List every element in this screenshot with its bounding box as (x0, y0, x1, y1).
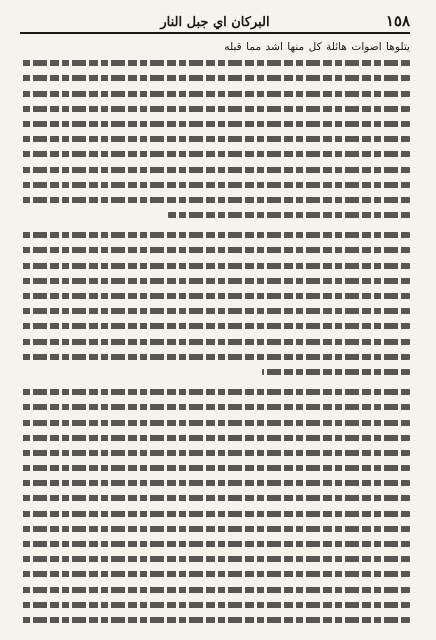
text-line (20, 551, 410, 566)
text-line (20, 146, 410, 161)
text-line (20, 288, 410, 303)
text-line (20, 70, 410, 85)
text-line (20, 460, 410, 475)
text-line (20, 399, 410, 414)
text-line (20, 242, 410, 257)
text-line (20, 536, 410, 551)
text-line (20, 521, 410, 536)
text-line (20, 566, 410, 581)
text-line (20, 597, 410, 612)
text-line (20, 475, 410, 490)
text-line (20, 364, 410, 379)
text-line (20, 303, 410, 318)
text-line (20, 582, 410, 597)
text-line (20, 227, 410, 242)
text-line (20, 430, 410, 445)
text-line (20, 116, 410, 131)
text-line (20, 490, 410, 505)
body-text (20, 40, 410, 630)
text-line (20, 273, 410, 288)
running-title: البركان اي جبل النار (160, 15, 270, 30)
text-line (20, 506, 410, 521)
text-line (20, 318, 410, 333)
text-line (20, 334, 410, 349)
page-header (20, 10, 410, 34)
text-line (20, 612, 410, 627)
text-line (20, 192, 410, 207)
text-line (20, 131, 410, 146)
text-line (20, 55, 410, 70)
page-number: ١٥٨ (385, 12, 410, 30)
text-line (20, 177, 410, 192)
text-line (20, 384, 410, 399)
text-line (20, 207, 410, 222)
text-line (20, 258, 410, 273)
text-line (20, 349, 410, 364)
text-line (20, 101, 410, 116)
text-line (20, 445, 410, 460)
body-line-first: يتلوها اصوات هائلة كل منها اشد مما قبله (224, 41, 410, 53)
text-line (20, 162, 410, 177)
text-line (20, 415, 410, 430)
text-line (20, 86, 410, 101)
